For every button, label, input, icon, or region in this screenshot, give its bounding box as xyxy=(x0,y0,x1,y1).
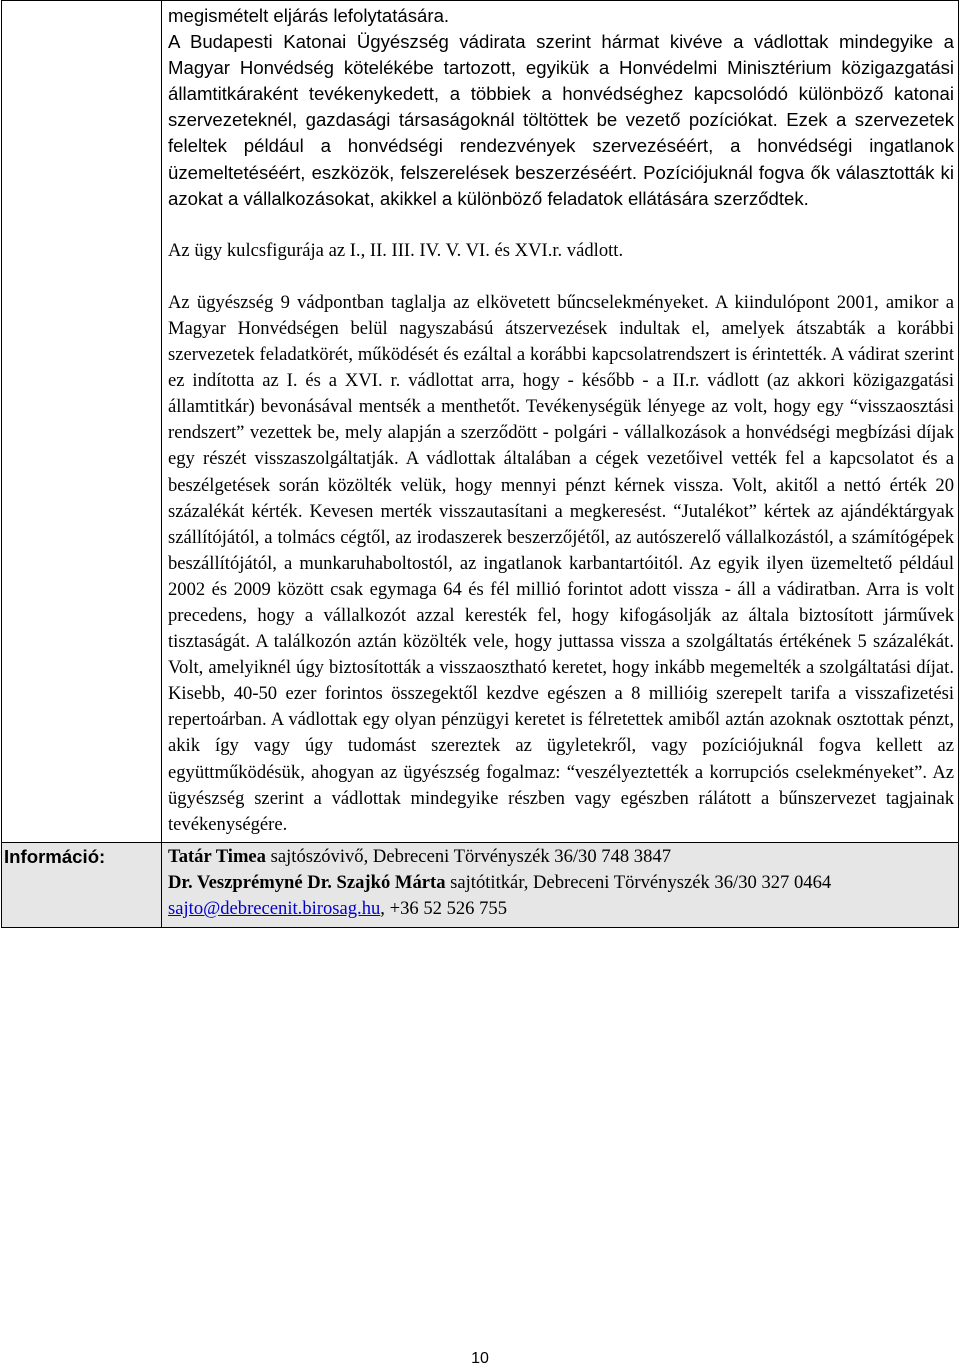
contact-1-details: sajtószóvivő, Debreceni Törvényszék 36/30 748 3847 xyxy=(265,845,671,867)
contact-line-2 xyxy=(168,870,952,896)
page-number: 10 xyxy=(471,1350,489,1367)
paragraph-1: megismételt eljárás lefolytatására. xyxy=(168,5,450,26)
contact-line-3 xyxy=(168,896,952,922)
paragraph-2: A Budapesti Katonai Ügyészség vádirata szerint hármat kivéve a vádlottak mindegyike a Magyar Honvédség kötelékébe tartozott, egyikük a Honvédelmi Minisztérium közigazgatási államtitkáraként tevékenykedett, a többiek a honvédséghez kapcsolódó különböző katonai szervezeteknél, gazdasági társaságoknál töltöttek be vezető pozíciókat. Ezek a szervezetek feleltek például a honvédségi rendezvények szervezéséért, a honvédségi ingatlanok üzemeltetéséért, eszközök, felszerelések beszerzéséért. Pozíciójuknál fogva ők választották ki azokat a vállalkozásokat, akikkel a különböző feladatok ellátására szerződtek. xyxy=(168,31,954,209)
contact-line-1 xyxy=(168,844,952,870)
contact-2-name: Dr. Veszprémyné Dr. Szajkó Márta xyxy=(168,872,446,894)
contact-1-name: Tatár Timea xyxy=(168,845,266,867)
info-cell xyxy=(162,842,959,927)
label-cell-empty xyxy=(2,1,162,843)
paragraph-3: Az ügy kulcsfigurája az I., II. III. IV. V. VI. és XVI.r. vádlott. xyxy=(168,239,624,261)
contact-2-details: sajtótitkár, Debreceni Törvényszék 36/30 327 0464 xyxy=(445,872,832,894)
paragraph-gap xyxy=(168,264,954,290)
phone-number: , +36 52 526 755 xyxy=(380,898,507,920)
paragraph-4: Az ügyészség 9 vádpontban taglalja az elkövetett bűncselekményeket. A kiindulópont 2001, amikor a Magyar Honvédségen belül nagyszabású átszervezések indultak el, amelyek átszabták a korábbi szervezetek feladatkörét, működését és ezáltal a korábbi kapcsolatrendszert is érintették. A vádirat szerint ez indította az I. és a XVI. r. vádlottat arra, hogy - később - a II.r. vádlott (az akkori közigazgatási államtitkár) bevonásával mentsék a menthetőt. Tevékenységük lényege az volt, hogy egy “visszaosztási rendszert” vezettek be, mely alapján a szerződött - polgári - vállalkozások a honvédségi megbízási díjak egy részét visszaszolgáltatják. A vádlottak általában a cégek vezetőivel vették fel a kapcsolatot és a beszélgetések során közölték velük, hogy mennyi pénzt kérnek vissza. Volt, akitől a nettó érték 20 százalékát kérték. Kevesen merték visszautasítani a megkeresést. “Jutalékot” kértek az ajándéktárgyak szállítójától, a tolmács cégtől, az irodaszerek beszerzőjétől, az autószerelő vállalkozástól, a számítógépek beszállítójától, a munkaruhaboltostól, az ingatlanok karbantartóitól. Az egyik ilyen üzemeltető például 2002 és 2009 között csak egymaga 64 és fél millió forintot adott vissza - áll a vádiratban. Arra is volt precedens, hogy a vállalkozót azzal keresték fel, hogy kifogásolják az általa biztosított járművek tisztaságát. A találkozón aztán közölték vele, hogy juttassa vissza a szolgáltatás értékének 5 százalékát. Volt, amelyiknél úgy biztosították a visszaosztható keretet, hogy inkább megemelték a szolgáltatási díjat. Kisebb, 40-50 ezer forintos összegektől kezdve egészen a 8 millióig szerepelt tarifa a visszafizetési repertoárban. A vádlottak egy olyan pénzügyi keretet is félretettek amiből aztán azoknak osztottak pénzt, akik így vagy úgy tudomást szereztek az ügyletekről, vagy pozíciójuknál fogva kellett az együttműködésük, ahogyan az ügyészség fogalmaz: “veszélyeztették a korrupciós cselekményeket”. Az ügyészség szerint a vádlottak mindegyike részben vagy egészben rálátott a bűnszervezet tagjainak tevékenységére. xyxy=(168,291,954,835)
info-label: Információ: xyxy=(2,842,162,927)
email-link[interactable]: sajto@debrecenit.birosag.hu xyxy=(168,898,381,920)
info-row xyxy=(2,842,959,927)
document-table xyxy=(1,0,959,928)
paragraph-gap xyxy=(168,212,954,238)
body-row xyxy=(2,1,959,843)
body-cell xyxy=(162,1,959,843)
